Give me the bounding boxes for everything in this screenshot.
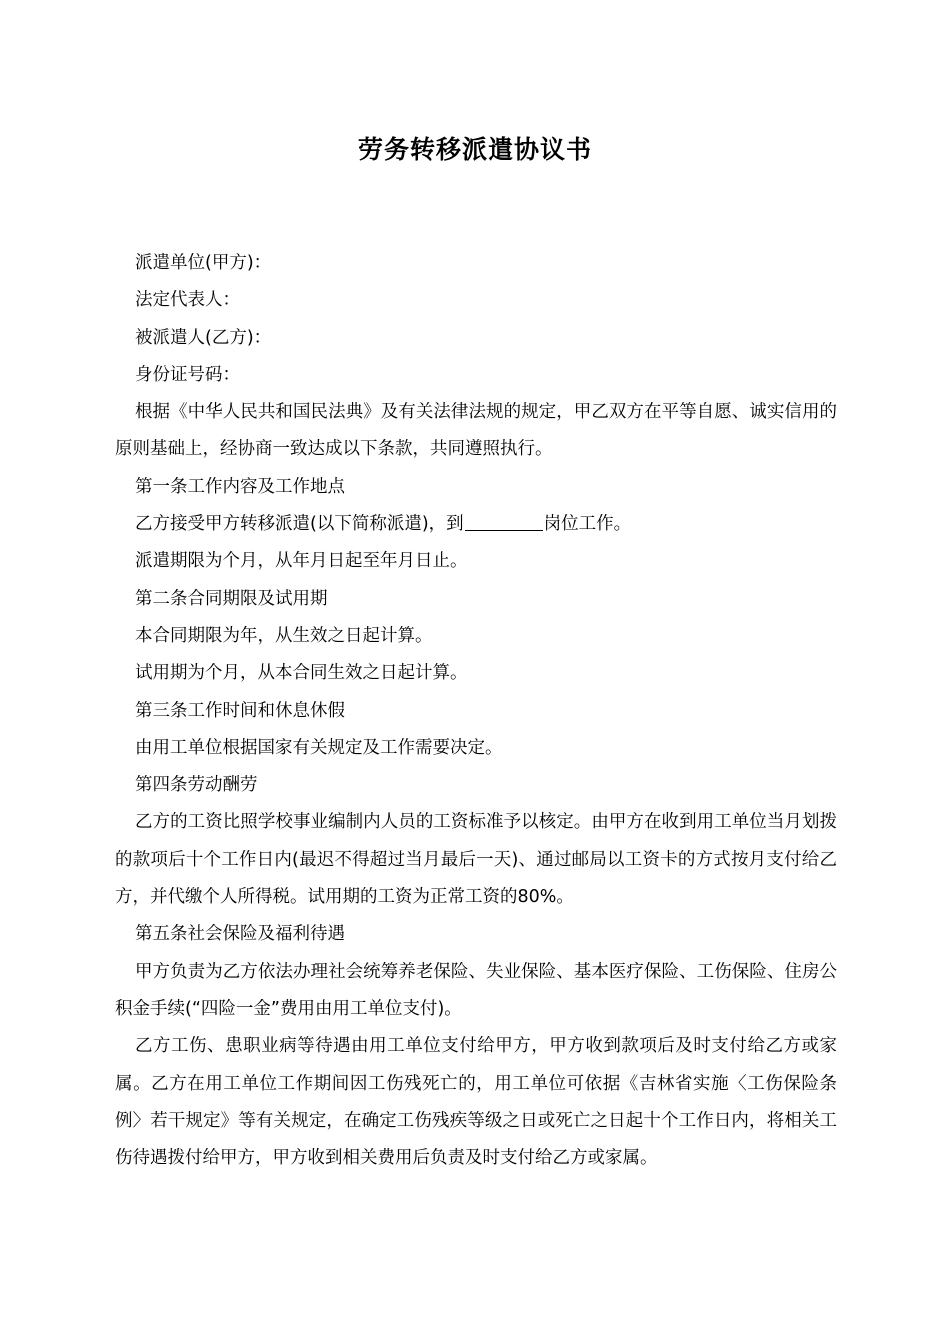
field-dispatching-unit: 派遣单位(甲方)： [135,253,272,273]
article-3-heading: 第三条工作时间和休息休假 [135,700,345,721]
article-4-paragraph-1: 乙方的工资比照学校事业编制内人员的工资标准予以核定。由甲方在收到用工单位当月划拨的款项后十个工作日内(最迟不得超过当月最后一天)、通过邮局以工资卡的方式按月支付给乙方，并代缴个人所得税。试用期的工资为正常工资的80%。 [115,812,837,908]
article-5-paragraph-1: 甲方负责为乙方依法办理社会统筹养老保险、失业保险、基本医疗保险、工伤保险、住房公积金手续(“四险一金”费用由用工单位支付)。 [115,961,837,1019]
field-legal-representative: 法定代表人： [135,290,240,311]
field-dispatched-person: 被派遣人(乙方)： [135,327,272,348]
article-2-paragraph-1: 本合同期限为年，从生效之日起计算。 [135,625,433,646]
article-1-paragraph-1 [115,506,837,543]
article-1-heading: 第一条工作内容及工作地点 [135,476,345,497]
document-body [115,245,837,1177]
position-blank-line [465,512,543,531]
article-3-paragraph-1: 由用工单位根据国家有关规定及工作需要决定。 [135,737,503,758]
field-id-number: 身份证号码： [135,364,240,385]
article-4-heading: 第四条劳动酬劳 [135,775,258,796]
article-5-paragraph-2: 乙方工伤、患职业病等待遇由用工单位支付给甲方，甲方收到款项后及时支付给乙方或家属。乙方在用工单位工作期间因工伤残死亡的，用工单位可依据《吉林省实施〈工伤保险条例〉若干规定》等有关规定，在确定工伤残疾等级之日或死亡之日起十个工作日内，将相关工伤待遇拨付给甲方，甲方收到相关费用后负责及时支付给乙方或家属。 [115,1036,837,1169]
article-1-paragraph-2: 派遣期限为个月，从年月日起至年月日止。 [135,551,468,572]
article-2-heading: 第二条合同期限及试用期 [135,588,328,609]
preamble-paragraph: 根据《中华人民共和国民法典》及有关法律法规的规定，甲乙双方在平等自愿、诚实信用的原则基础上，经协商一致达成以下条款，共同遵照执行。 [115,402,837,460]
document-title: 劳务转移派遣协议书 [357,135,592,164]
article-1-text-after-blank: 岗位工作。 [543,514,632,535]
article-1-text-before-blank: 乙方接受甲方转移派遣(以下简称派遣)，到 [135,514,464,535]
article-2-paragraph-2: 试用期为个月，从本合同生效之日起计算。 [135,663,468,684]
article-5-heading: 第五条社会保险及福利待遇 [135,924,345,945]
